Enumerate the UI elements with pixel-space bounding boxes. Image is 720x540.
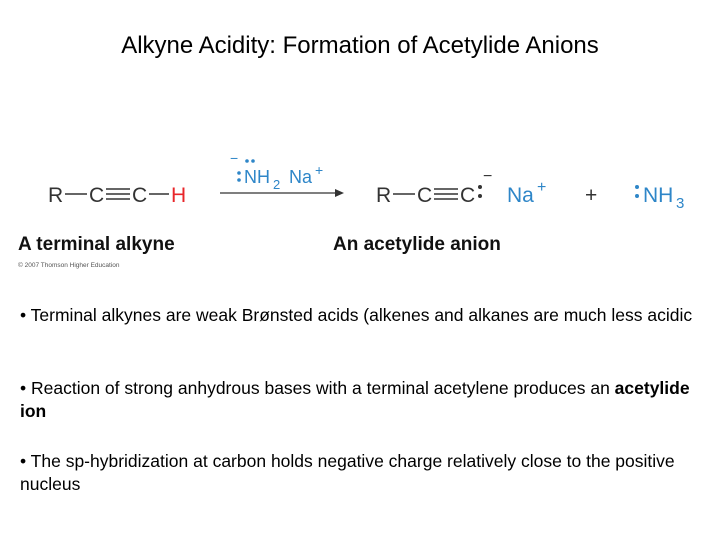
reagent-subscript: 2 [273, 177, 281, 192]
slide-title: Alkyne Acidity: Formation of Acetylide Anions [121, 32, 599, 59]
product-caption: An acetylide anion [333, 234, 501, 255]
plus-sign: + [585, 184, 598, 207]
reagent-nh: NH [244, 167, 270, 187]
ammonia-nh: NH [643, 184, 674, 207]
reagent-sodium: Na [289, 167, 313, 187]
reaction-diagram [0, 148, 720, 278]
reaction-scheme [0, 148, 720, 278]
product-c2: C [460, 184, 476, 207]
carbanion-charge: − [483, 168, 493, 185]
reagent-minus: − [230, 150, 239, 166]
ammonia-lone-pair [635, 185, 639, 198]
reactant-caption: A terminal alkyne [18, 234, 175, 255]
triple-bond [434, 189, 458, 199]
reaction-arrow [220, 189, 344, 197]
reactant-r: R [48, 184, 64, 207]
reactant-c2: C [132, 184, 148, 207]
bullet-terminal-alkynes: • Terminal alkynes are weak Brønsted acids (alkenes and alkanes are much less acidic [20, 305, 693, 325]
bullet-acetylide-formation [20, 377, 700, 423]
triple-bond [106, 189, 130, 199]
reagent-charge: + [315, 162, 324, 178]
product-r: R [376, 184, 392, 207]
reactant-c1: C [89, 184, 105, 207]
product-sodium: Na [507, 184, 534, 207]
bullet-text: • Reaction of strong anhydrous bases with a terminal acetylene produces an [20, 378, 615, 398]
acetylide-ion-term: acetylide ion [20, 378, 690, 421]
product-c1: C [417, 184, 433, 207]
acidic-hydrogen: H [171, 184, 187, 207]
copyright-notice: © 2007 Thomson Higher Education [18, 262, 120, 269]
carbanion-lone-pair [478, 185, 482, 198]
bullet-sp-hybridization: • The sp-hybridization at carbon holds negative charge relatively close to the positive nucleus [20, 451, 675, 494]
ammonia-subscript: 3 [676, 195, 685, 212]
product-charge: + [537, 179, 547, 196]
